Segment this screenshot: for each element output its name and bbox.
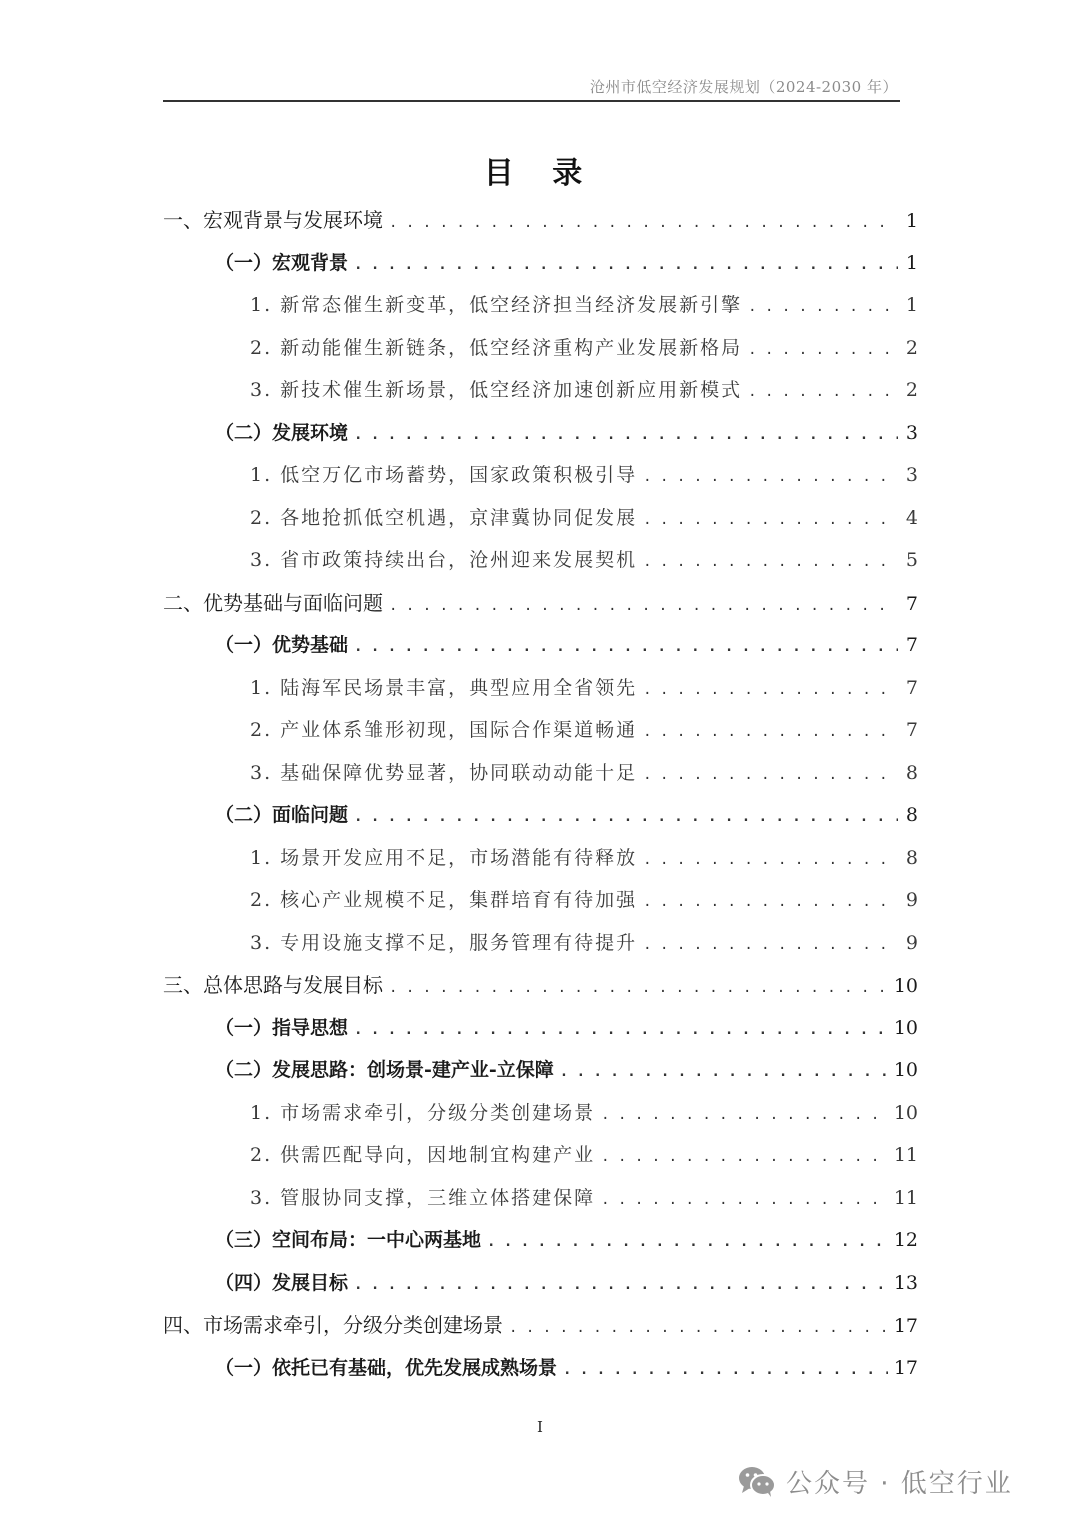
dot-leader [601,1179,888,1222]
toc-entry-page: 8 [905,761,918,784]
dot-leader [389,202,898,245]
toc-entry-level-3[interactable] [163,327,918,370]
toc-entry-level-3[interactable] [163,667,918,710]
toc-entry-level-1[interactable] [163,964,918,1007]
toc-entry-label: 3. 省市政策持续出台，沧州迎来发展契机 [250,549,638,571]
dot-leader [643,839,898,882]
toc-entry-label: 2. 各地抢抓低空机遇，京津冀协同促发展 [250,506,638,529]
toc-entry-level-3[interactable] [163,369,918,412]
toc-entry-page: 9 [905,931,918,954]
toc-entry-label: 2. 供需匹配导向，因地制宜构建产业 [250,1144,596,1166]
table-of-contents [163,199,918,1389]
toc-entry-level-2[interactable] [163,1049,918,1092]
toc-entry-page: 2 [905,379,918,401]
dot-leader [601,1136,888,1179]
toc-entry-label: 三、总体思路与发展目标 [163,973,383,997]
toc-entry-label: （一）优势基础 [215,634,349,656]
toc-entry-page: 10 [893,1016,918,1039]
watermark-text: 公众号 · 低空行业 [786,1469,1013,1499]
toc-entry-page: 2 [905,336,918,359]
dot-leader [354,244,898,287]
toc-entry-page: 1 [905,294,918,316]
dot-leader [643,499,898,542]
toc-entry-label: 2. 产业体系雏形初现，国际合作渠道畅通 [250,719,638,741]
toc-entry-page: 1 [905,210,918,232]
dot-leader [643,924,898,967]
dot-leader [643,881,898,924]
toc-entry-page: 5 [905,549,918,571]
toc-entry-level-2[interactable] [163,412,918,455]
toc-entry-level-3[interactable] [163,284,918,327]
toc-entry-level-2[interactable] [163,1219,918,1262]
dot-leader [643,754,898,797]
toc-entry-level-1[interactable] [163,199,918,242]
running-header-title: 沧州市低空经济发展规划（2024-2030 年） [589,78,898,96]
toc-entry-level-1[interactable] [163,1304,918,1347]
dot-leader [563,1349,888,1392]
toc-entry-label: （二）发展环境 [215,421,349,444]
toc-entry-level-3[interactable] [163,879,918,922]
toc-entry-page: 1 [905,251,918,274]
dot-leader [560,1051,888,1094]
toc-entry-label: 2. 新动能催生新链条，低空经济重构产业发展新格局 [250,336,743,359]
toc-entry-page: 11 [893,1186,918,1209]
toc-entry-label: （一）依托已有基础，优先发展成熟场景 [215,1356,558,1379]
dot-leader [354,626,898,669]
toc-entry-label: 二、优势基础与面临问题 [163,590,383,615]
toc-entry-label: 3. 新技术催生新场景，低空经济加速创新应用新模式 [250,379,743,401]
toc-entry-label: 1. 低空万亿市场蓄势，国家政策积极引导 [250,464,638,486]
toc-entry-level-3[interactable] [163,1092,918,1135]
dot-leader [643,456,898,499]
dot-leader [643,711,898,754]
toc-entry-level-3[interactable] [163,752,918,795]
dot-leader [354,414,898,457]
toc-entry-page: 8 [905,846,918,869]
toc-entry-page: 11 [893,1144,918,1166]
dot-leader [354,1009,888,1052]
dot-leader [487,1221,888,1264]
toc-entry-page: 10 [893,1101,918,1124]
toc-entry-page: 7 [905,592,918,615]
toc-entry-level-2[interactable] [163,242,918,285]
toc-entry-page: 9 [905,889,918,911]
dot-leader [601,1094,888,1137]
toc-entry-level-3[interactable] [163,454,918,497]
dot-leader [748,286,898,329]
dot-leader [748,329,898,372]
toc-entry-level-2[interactable] [163,1007,918,1050]
dot-leader [389,967,888,1010]
watermark [738,1463,1013,1500]
toc-entry-label: 1. 场景开发应用不足，市场潜能有待释放 [250,846,638,869]
toc-entry-page: 13 [893,1271,918,1294]
dot-leader [354,796,898,839]
toc-entry-label: （二）面临问题 [215,804,349,826]
toc-entry-page: 7 [905,719,918,741]
toc-entry-label: 2. 核心产业规模不足，集群培育有待加强 [250,889,638,911]
dot-leader [748,371,898,414]
toc-entry-level-3[interactable] [163,1134,918,1177]
toc-entry-page: 12 [893,1229,918,1251]
toc-entry-page: 8 [905,804,918,826]
toc-entry-label: （二）发展思路：创场景-建产业-立保障 [215,1059,554,1081]
toc-entry-level-2[interactable] [163,1262,918,1305]
toc-entry-level-3[interactable] [163,922,918,965]
toc-entry-page: 7 [905,634,918,656]
dot-leader [643,541,898,584]
toc-title: 目 录 [483,156,597,191]
dot-leader [509,1307,888,1350]
toc-entry-label: （三）空间布局：一中心两基地 [215,1229,482,1251]
wechat-icon [738,1466,776,1498]
toc-entry-page: 10 [893,975,918,997]
toc-entry-level-3[interactable] [163,837,918,880]
dot-leader [643,669,898,712]
toc-entry-page: 3 [905,464,918,486]
toc-entry-page: 3 [905,421,918,444]
toc-entry-page: 17 [893,1315,918,1337]
dot-leader [389,585,898,628]
toc-entry-level-3[interactable] [163,539,918,582]
toc-entry-label: （一）指导思想 [215,1016,349,1039]
toc-entry-label: 1. 陆海军民场景丰富，典型应用全省领先 [250,676,638,699]
toc-entry-level-2[interactable] [163,624,918,667]
toc-entry-level-3[interactable] [163,1177,918,1220]
toc-entry-label: 3. 基础保障优势显著，协同联动动能十足 [250,761,638,784]
toc-entry-level-1[interactable] [163,582,918,625]
toc-entry-page: 7 [905,676,918,699]
toc-entry-label: （四）发展目标 [215,1271,349,1294]
header-rule [163,100,900,102]
toc-entry-label: 一、宏观背景与发展环境 [163,208,383,232]
toc-entry-label: 1. 新常态催生新变革，低空经济担当经济发展新引擎 [250,294,743,316]
toc-entry-label: 3. 专用设施支撑不足，服务管理有待提升 [250,931,638,954]
toc-entry-label: 1. 市场需求牵引，分级分类创建场景 [250,1101,596,1124]
toc-entry-page: 17 [893,1356,918,1379]
toc-entry-level-2[interactable] [163,794,918,837]
toc-entry-label: 3. 管服协同支撑，三维立体搭建保障 [250,1186,596,1209]
toc-entry-label: 四、市场需求牵引，分级分类创建场景 [163,1313,503,1337]
toc-entry-level-2[interactable] [163,1347,918,1390]
toc-entry-page: 4 [905,506,918,529]
toc-entry-level-3[interactable] [163,497,918,540]
toc-entry-page: 10 [893,1059,918,1081]
dot-leader [354,1264,888,1307]
page-number: I [537,1418,543,1436]
toc-entry-level-3[interactable] [163,709,918,752]
toc-entry-label: （一）宏观背景 [215,251,349,274]
